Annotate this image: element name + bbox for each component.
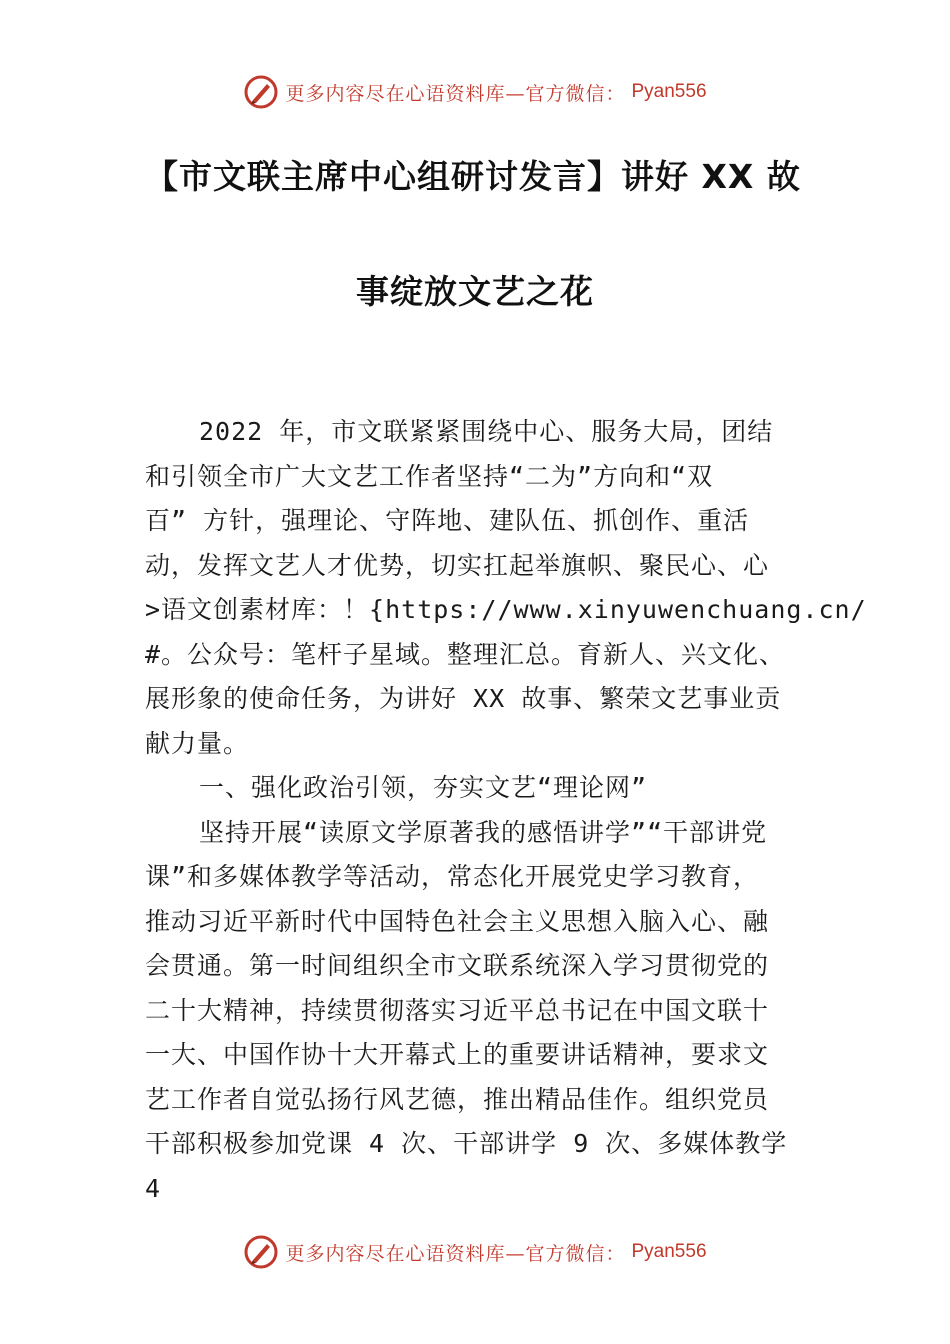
body-line: 展形象的使命任务，为讲好 XX 故事、繁荣文艺事业贡 bbox=[145, 684, 782, 713]
body-line: 一大、中国作协十大开幕式上的重要讲话精神，要求文 bbox=[145, 1040, 770, 1069]
body-line: >语文创素材库：！{https://www.xinyuwenchuang.cn/ bbox=[145, 595, 867, 624]
document-body bbox=[145, 410, 867, 1211]
body-line: 坚持开展“读原文学原著我的感悟讲学”“干部讲党 bbox=[199, 817, 768, 847]
body-line: 推动习近平新时代中国特色社会主义思想入脑入心、融 bbox=[145, 906, 770, 936]
document-title-line-1: 【市文联主席中心组研讨发言】讲好 XX 故 bbox=[145, 157, 801, 196]
watermark-wechat-id: Pyan556 bbox=[631, 1241, 707, 1262]
body-line: 百” 方针，强理论、守阵地、建队伍、抓创作、重活 bbox=[145, 506, 750, 535]
body-line: #。公众号：笔杆子星域。整理汇总。育新人、兴文化、 bbox=[145, 639, 786, 669]
body-line: 动，发挥文艺人才优势，切实扛起举旗帜、聚民心、心 bbox=[145, 550, 770, 580]
pen-logo-icon bbox=[243, 74, 279, 110]
body-line: 2022 年，市文联紧紧围绕中心、服务大局，团结 bbox=[199, 417, 774, 446]
body-line: 二十大精神，持续贯彻落实习近平总书记在中国文联十 bbox=[145, 995, 770, 1025]
pen-logo-icon bbox=[243, 1234, 279, 1270]
body-line: 课”和多媒体教学等活动，常态化开展党史学习教育， bbox=[145, 862, 760, 891]
body-line: 艺工作者自觉弘扬行风艺德，推出精品佳作。组织党员 bbox=[145, 1084, 770, 1114]
header-watermark bbox=[0, 70, 950, 114]
watermark-wechat-id: Pyan556 bbox=[631, 81, 707, 102]
body-line: 干部积极参加党课 4 次、干部讲学 9 次、多媒体教学 bbox=[145, 1129, 788, 1158]
body-line: 会贯通。第一时间组织全市文联系统深入学习贯彻党的 bbox=[145, 951, 770, 980]
watermark-text: 更多内容尽在心语资料库—官方微信： bbox=[285, 82, 626, 105]
footer-watermark bbox=[0, 1230, 950, 1274]
body-line: 一、强化政治引领，夯实文艺“理论网” bbox=[199, 773, 648, 802]
watermark-text: 更多内容尽在心语资料库—官方微信： bbox=[285, 1242, 626, 1265]
body-line: 和引领全市广大文艺工作者坚持“二为”方向和“双 bbox=[145, 461, 714, 491]
body-line: 4 bbox=[145, 1173, 162, 1203]
body-line: 献力量。 bbox=[145, 728, 250, 758]
document-title-line-2: 事绽放文艺之花 bbox=[356, 272, 594, 311]
